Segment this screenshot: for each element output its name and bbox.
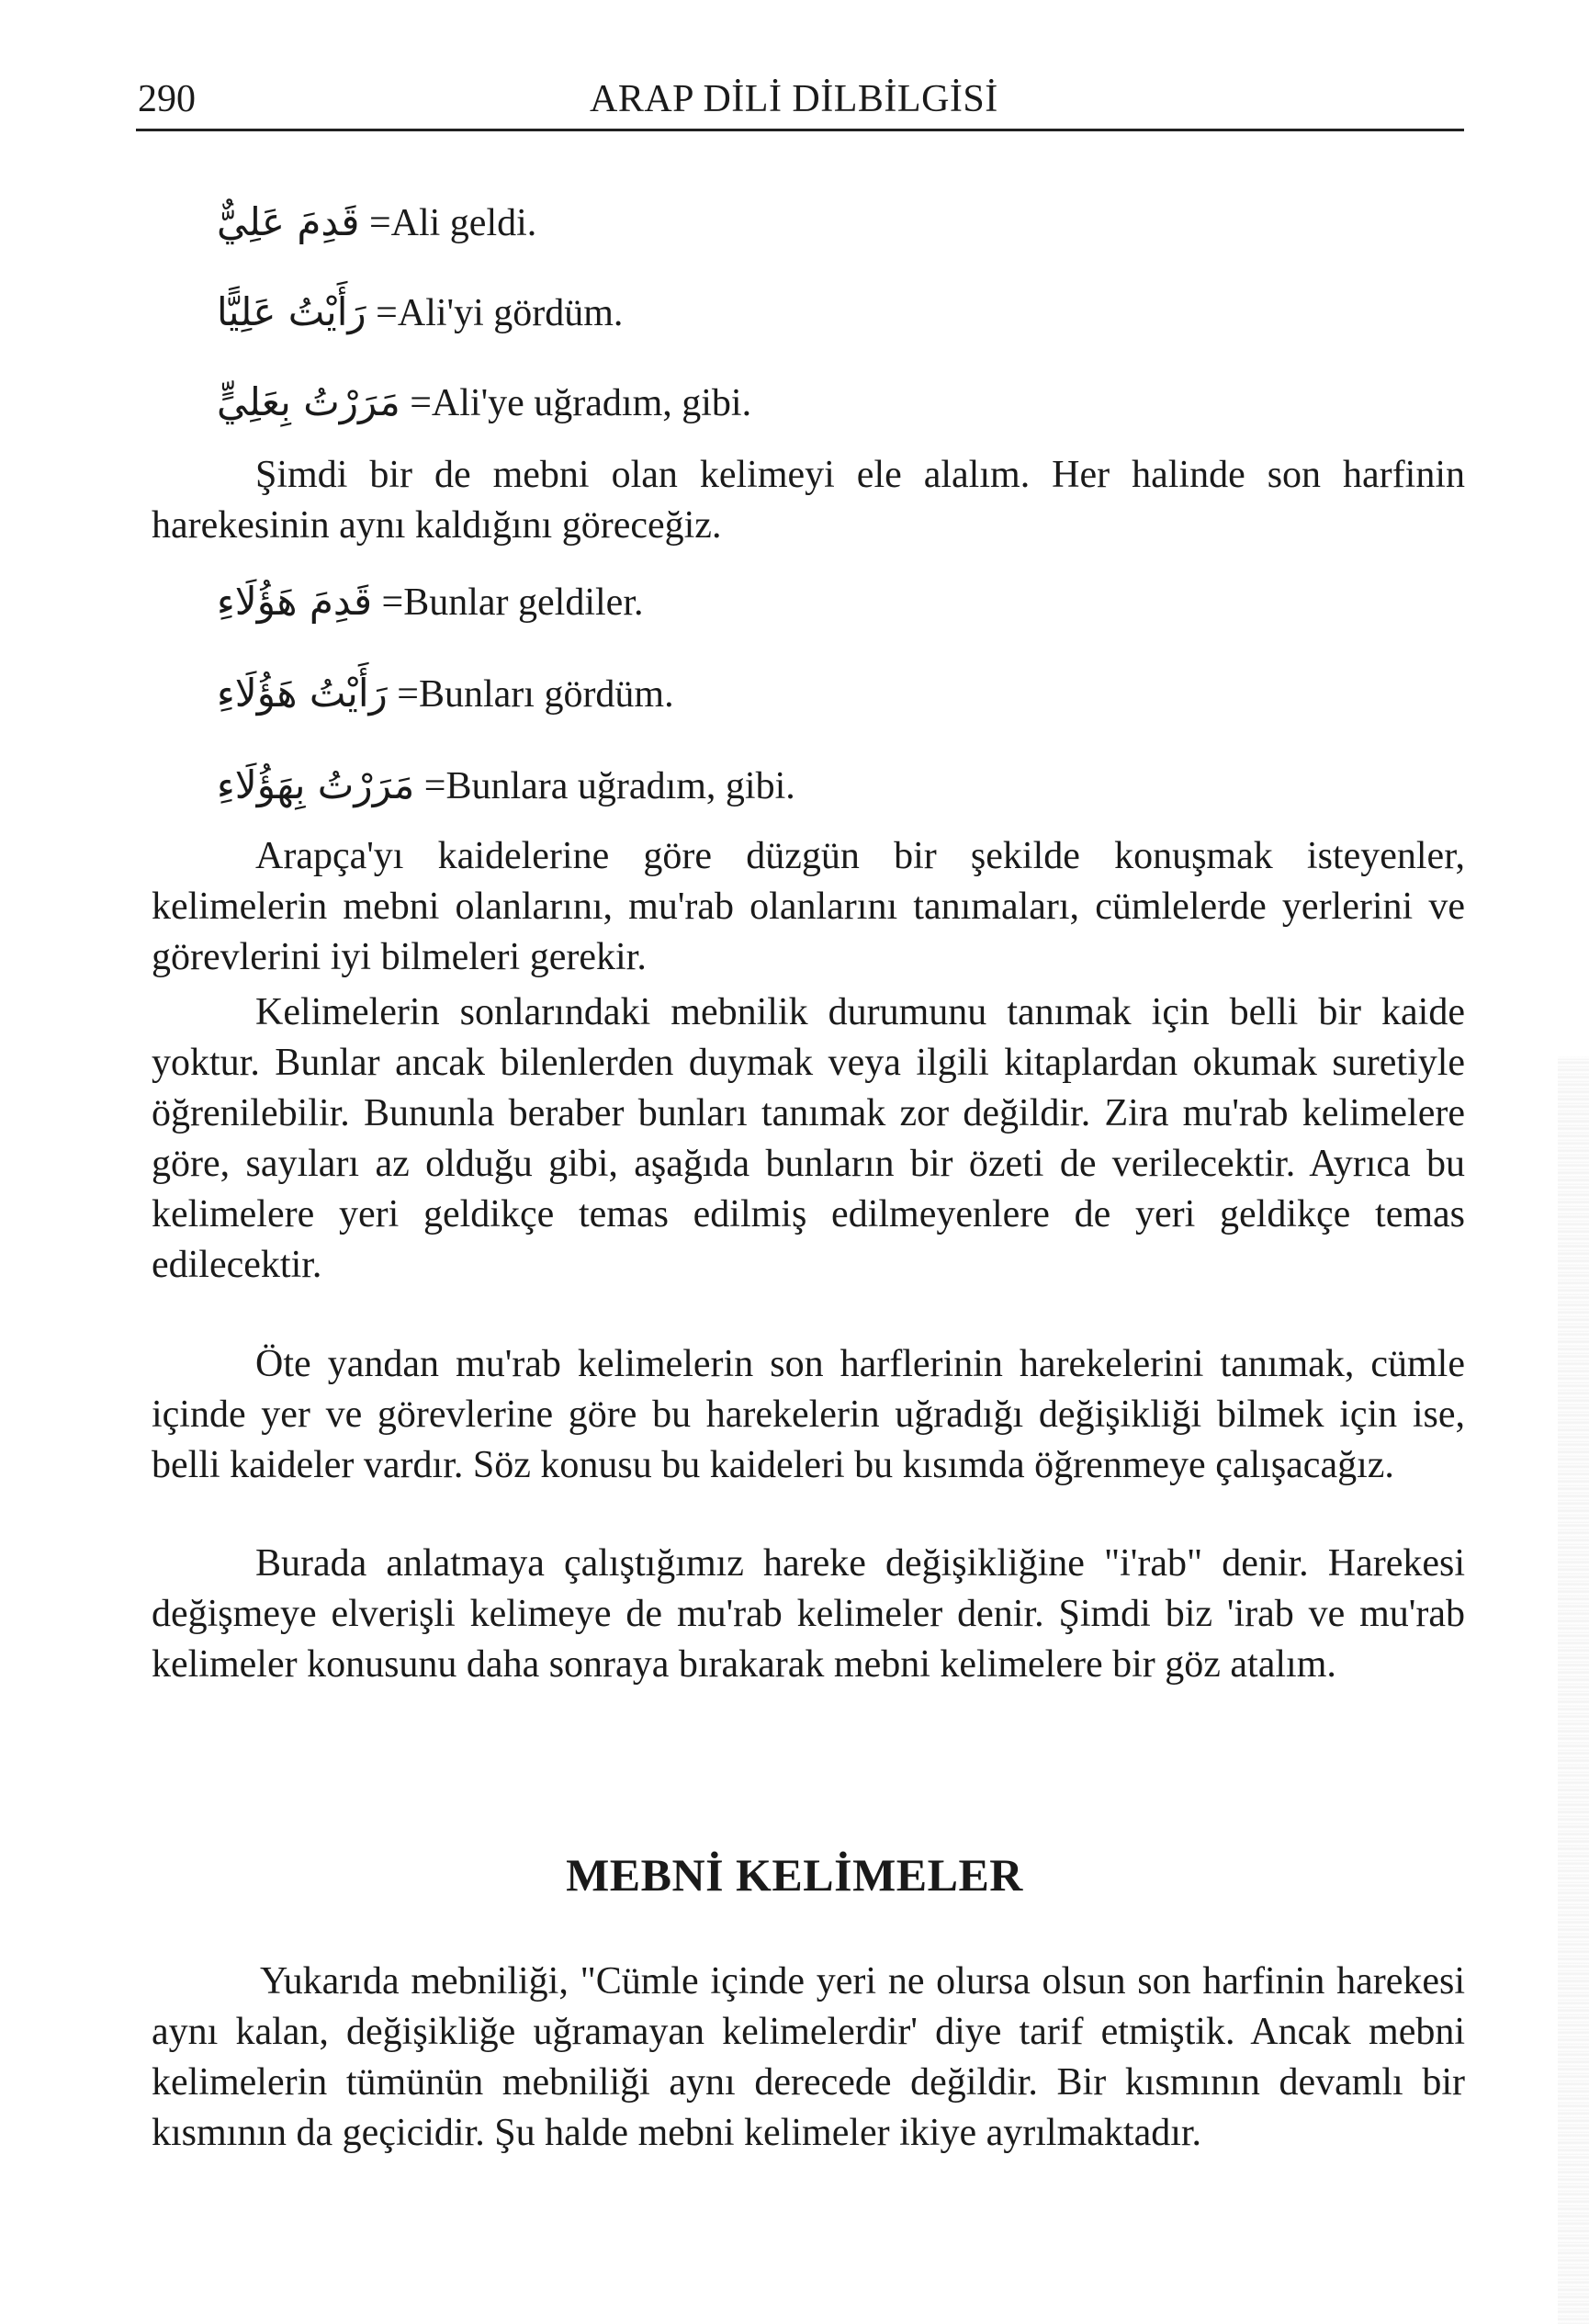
example-gloss: =Bunlar geldiler.	[381, 581, 644, 624]
example-line	[217, 758, 795, 813]
example-line	[217, 666, 674, 721]
example-gloss: =Ali'ye uğradım, gibi.	[410, 382, 752, 424]
example-line	[217, 195, 536, 250]
example-line	[217, 375, 751, 430]
body-paragraph: Burada anlatmaya çalıştığımız hareke değişikliğine "i'rab" denir. Harekesi değişmeye elverişli kelimeye de mu'rab kelimeler denir. Şimdi biz 'irab ve mu'rab kelimeler konusunu daha sonraya bırakarak mebni kelimelere bir göz atalım.	[152, 1542, 1465, 1686]
section-title: MEBNİ KELİMELER	[566, 1849, 1023, 1901]
body-paragraph: Arapça'yı kaidelerine göre düzgün bir şekilde konuşmak isteyenler, kelimelerin mebni olanlarını, mu'rab olanlarını tanımaları, cümlelerde yerlerini ve görevlerini iyi bilmeleri gerekir.	[152, 835, 1465, 978]
running-title: ARAP DİLİ DİLBİLGİSİ	[590, 78, 998, 120]
page-number: 290	[138, 78, 196, 120]
intro-paragraph: Şimdi bir de mebni olan kelimeyi ele alalım. Her halinde son harfinin harekesinin aynı kaldığını göreceğiz.	[152, 454, 1465, 547]
arabic-example: قَدِمَ عَلِيٌّ	[217, 199, 360, 244]
arabic-example: قَدِمَ هَؤُلَاءِ	[217, 579, 373, 624]
arabic-example: مَرَرْتُ بِهَؤُلَاءِ	[217, 762, 415, 807]
example-line	[217, 285, 623, 340]
example-gloss: =Bunları gördüm.	[397, 673, 674, 716]
body-paragraph: Öte yandan mu'rab kelimelerin son harflerinin harekelerini tanımak, cümle içinde yer ve görevlerine göre bu harekelerin uğradığı değişikliği bilmek için ise, belli kaideler vardır. Söz konusu bu kaideleri bu kısımda öğrenmeye çalışacağız.	[152, 1343, 1465, 1486]
body-paragraph: Kelimelerin sonlarındaki mebnilik durumunu tanımak için belli bir kaide yoktur. Bunlar ancak bilenlerden duymak veya ilgili kitaplardan okumak suretiyle öğrenilebilir. Bununla beraber bunları tanımak zor değildir. Zira mu'rab kelimelere göre, sayıları az olduğu gibi, aşağıda bunların bir özeti de verilecektir. Ayrıca bu kelimelere yeri geldikçe temas edilmiş edilmeyenlere de yeri geldikçe temas edilecektir.	[152, 991, 1465, 1286]
arabic-example: مَرَرْتُ بِعَلِيٍّ	[217, 379, 400, 424]
page-header	[136, 73, 1464, 134]
section-paragraph: Yukarıda mebniliği, "Cümle içinde yeri ne olursa olsun son harfinin harekesi aynı kalan, değişikliğe uğramayan kelimelerdir' diye tarif etmiştik. Ancak mebni kelimelerin tümünün mebniliği aynı derecede değildir. Bir kısmının devamlı bir kısmının da geçicidir. Şu halde mebni kelimeler ikiye ayrılmaktadır.	[152, 1960, 1465, 2154]
scan-edge-shading	[1558, 1056, 1589, 2324]
header-rule	[136, 129, 1464, 131]
arabic-example: رَأَيْتُ عَلِيًّا	[217, 289, 366, 334]
arabic-example: رَأَيْتُ هَؤُلَاءِ	[217, 671, 388, 716]
example-line	[217, 574, 644, 629]
example-gloss: =Bunlara uğradım, gibi.	[423, 765, 795, 807]
example-gloss: =Ali geldi.	[368, 202, 537, 244]
example-gloss: =Ali'yi gördüm.	[376, 292, 624, 334]
